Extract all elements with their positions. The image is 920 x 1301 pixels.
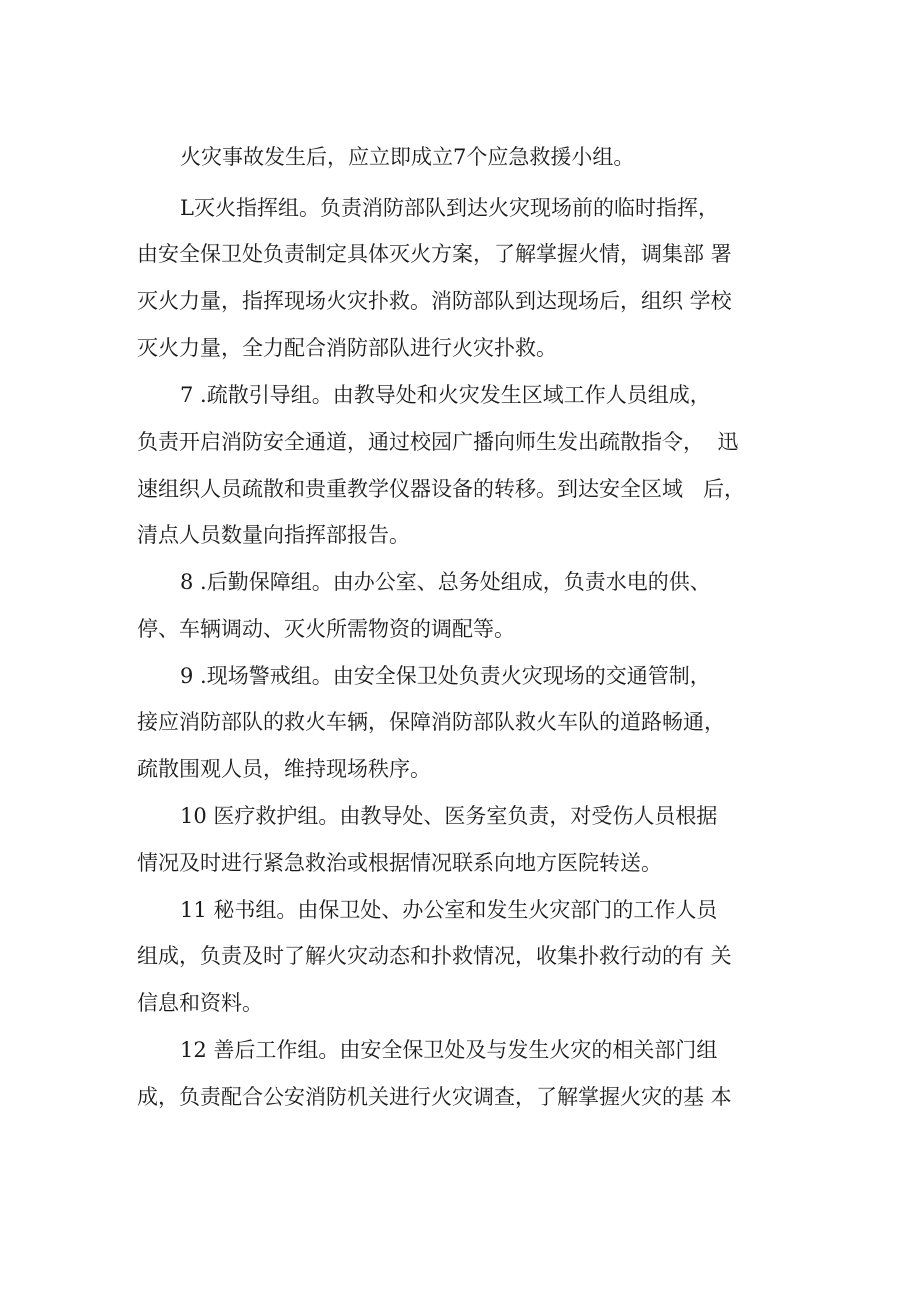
paragraph-line: 速组织人员疏散和贵重教学仪器设备的转移。到达安全区域 后，: [137, 477, 746, 501]
paragraph-line: 11 秘书组。由保卫处、办公室和发生火灾部门的工作人员: [180, 898, 718, 922]
paragraph-line: 9 .现场警戒组。由安全保卫处负责火灾现场的交通管制，: [180, 664, 711, 688]
paragraph-line: 停、车辆调动、灭火所需物资的调配等。: [137, 617, 515, 641]
paragraph-line: 成，负责配合公安消防机关进行火灾调查，了解掌握火灾的基 本: [137, 1085, 732, 1109]
paragraph-line: 接应消防部队的救火车辆，保障消防部队救火车队的道路畅通，: [137, 710, 725, 734]
paragraph-line: 灭火力量，全力配合消防部队进行火灾扑救。: [137, 336, 557, 360]
paragraph-line: 组成，负责及时了解火灾动态和扑救情况，收集扑救行动的有 关: [137, 944, 732, 968]
paragraph-line: 灭火力量，指挥现场火灾扑救。消防部队到达现场后，组织 学校: [137, 289, 732, 313]
paragraph-line: 7 .疏散引导组。由教导处和火灾发生区域工作人员组成，: [180, 383, 711, 407]
paragraph-line: 信息和资料。: [137, 991, 263, 1015]
paragraph-line: 10 医疗救护组。由教导处、医务室负责，对受伤人员根据: [180, 804, 718, 828]
paragraph-line: L灭火指挥组。负责消防部队到达火灾现场前的临时指挥，: [180, 196, 719, 220]
paragraph-line: 火灾事故发生后，应立即成立7个应急救援小组。: [180, 145, 635, 169]
paragraph-line: 8 .后勤保障组。由办公室、总务处组成，负责水电的供、: [180, 570, 711, 594]
paragraph-line: 12 善后工作组。由安全保卫处及与发生火灾的相关部门组: [180, 1038, 718, 1062]
paragraph-line: 清点人员数量向指挥部报告。: [137, 523, 410, 547]
paragraph-line: 情况及时进行紧急救治或根据情况联系向地方医院转送。: [137, 851, 662, 875]
paragraph-line: 疏散围观人员，维持现场秩序。: [137, 757, 431, 781]
paragraph-line: 由安全保卫处负责制定具体灭火方案，了解掌握火情，调集部 署: [137, 242, 732, 266]
paragraph-line: 负责开启消防安全通道，通过校园广播向师生发出疏散指令， 迅: [137, 430, 739, 454]
